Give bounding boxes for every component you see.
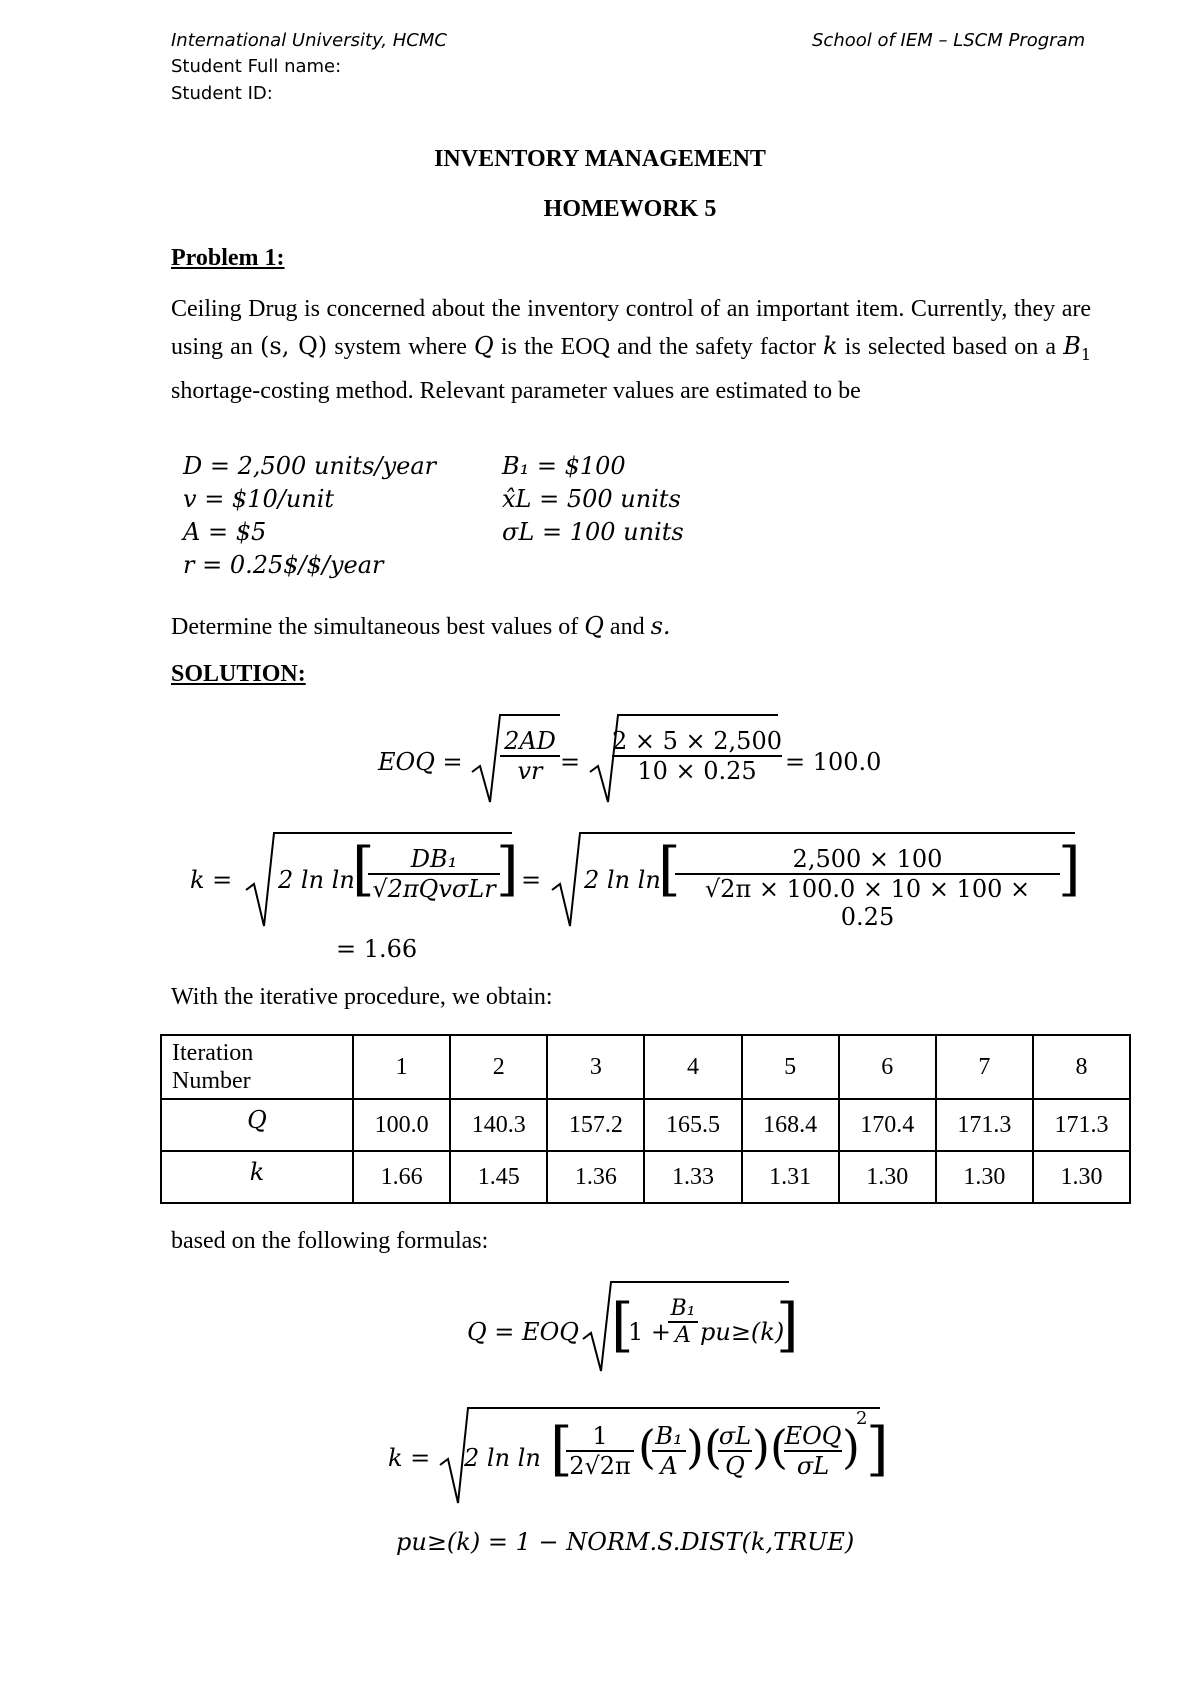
k-cell: 1.30	[1033, 1151, 1130, 1203]
formula-k-frac1	[566, 1422, 634, 1480]
eoq-lhs: EOQ =	[378, 748, 463, 776]
formula-k-frac2	[652, 1422, 686, 1480]
iteration-cell: 6	[839, 1035, 936, 1099]
problem-text-4: is selected based on a	[844, 334, 1057, 360]
formula-k-frac4	[784, 1422, 842, 1480]
Q-cell: 171.3	[1033, 1099, 1130, 1151]
problem-text-1: Ceiling Drug is concerned about the inventory control of an important item. Currently, they are using an	[171, 296, 1091, 360]
problem-text-2: system where	[334, 334, 467, 360]
k-cell: 1.31	[742, 1151, 839, 1203]
k-den-2: √2π × 100.0 × 10 × 100 × 0.25	[704, 875, 1031, 931]
formula-Q-fraction	[668, 1296, 698, 1348]
question-Q: Q	[584, 612, 604, 640]
formula-k-lhs: k =	[388, 1444, 431, 1472]
param-xL: x̂L = 500 units	[502, 485, 681, 513]
paren-close-3: )	[842, 1420, 860, 1474]
k-cell: 1.45	[450, 1151, 547, 1203]
student-id-label: Student ID:	[171, 83, 273, 104]
iteration-table	[160, 1034, 1131, 1204]
B1-math: $B_1$	[1063, 332, 1092, 364]
param-sigmaL: σL = 100 units	[502, 518, 684, 546]
table-row-k	[161, 1151, 1130, 1203]
k-result: = 1.66	[336, 935, 418, 963]
bracket-close-2: ]	[1058, 835, 1081, 903]
Q-cell: 165.5	[644, 1099, 741, 1151]
k-eq: =	[521, 866, 542, 894]
formula-k-f2-num: B₁	[652, 1422, 686, 1452]
eoq-den-2: 10 × 0.25	[637, 757, 757, 785]
iteration-cell: 1	[353, 1035, 450, 1099]
iteration-cell: 5	[742, 1035, 839, 1099]
formula-k-f3-den: Q	[725, 1452, 745, 1480]
paren-open-2: (	[704, 1420, 722, 1474]
iteration-header-cell: Iteration Number	[161, 1035, 353, 1099]
paren-close-2: )	[752, 1420, 770, 1474]
formula-Q-oneplus: 1 +	[628, 1318, 672, 1346]
Q-row-label: Q	[161, 1099, 353, 1151]
school-header: School of IEM – LSCM Program	[812, 30, 1086, 51]
k-row-label: k	[161, 1151, 353, 1203]
iteration-cell: 2	[450, 1035, 547, 1099]
formula-k-f3-num: σL	[718, 1422, 752, 1450]
formula-Q-lhs: Q = EOQ	[467, 1318, 579, 1346]
param-v: v = $10/unit	[183, 485, 335, 513]
param-r: r = 0.25$/$/year	[183, 551, 384, 579]
k-num-2: 2,500 × 100	[675, 845, 1060, 875]
eoq-den-1: vr	[517, 757, 543, 785]
k-cell: 1.36	[547, 1151, 644, 1203]
student-name-label: Student Full name:	[171, 56, 342, 77]
param-B1: B₁ = $100	[502, 452, 626, 480]
k-cell: 1.30	[936, 1151, 1033, 1203]
formula-k-ln: 2 ln ln	[464, 1444, 541, 1472]
eoq-num-2: 2 × 5 × 2,500	[612, 727, 782, 755]
university-header: International University, HCMC	[171, 30, 447, 51]
formula-k-frac3	[718, 1422, 752, 1480]
question-line	[171, 612, 671, 641]
Q-cell: 171.3	[936, 1099, 1033, 1151]
problem-text-5: shortage-costing method. Relevant parameter values are estimated to be	[171, 377, 861, 404]
k-fraction-2	[675, 845, 1060, 931]
eoq-eq: =	[560, 748, 581, 776]
eoq-fraction-1	[500, 727, 560, 785]
bracket-close-Q: ]	[776, 1291, 799, 1359]
bracket-open-Q: [	[611, 1291, 634, 1359]
problem-paragraph	[171, 291, 1091, 410]
formula-p: pu≥(k) = 1 − NORM.S.DIST(k,TRUE)	[396, 1528, 855, 1556]
formula-k-f2-den: A	[660, 1452, 678, 1480]
Q-cell: 168.4	[742, 1099, 839, 1151]
param-D: D = 2,500 units/year	[183, 452, 437, 480]
Q-cell: 140.3	[450, 1099, 547, 1151]
param-A: A = $5	[183, 518, 267, 546]
formula-k-f1-num: 1	[566, 1422, 634, 1452]
paren-open-1: (	[638, 1420, 656, 1474]
formula-k-f4-num: EOQ	[784, 1422, 842, 1450]
problem-text-3: is the EOQ and the safety factor	[500, 334, 816, 360]
eoq-num-1: 2AD	[500, 727, 560, 757]
iteration-cell: 8	[1033, 1035, 1130, 1099]
eoq-fraction-2	[612, 727, 782, 785]
Q-cell: 100.0	[353, 1099, 450, 1151]
k-math: k	[823, 332, 838, 360]
question-and: and	[609, 614, 645, 640]
question-s: s.	[650, 612, 671, 640]
bracket-open-2: [	[658, 835, 681, 903]
table-row-Q	[161, 1099, 1130, 1151]
Q-cell: 170.4	[839, 1099, 936, 1151]
bracket-close-1: ]	[496, 835, 519, 903]
eoq-result: = 100.0	[785, 748, 882, 776]
k-cell: 1.30	[839, 1151, 936, 1203]
formulas-intro: based on the following formulas:	[171, 1228, 489, 1254]
paren-open-3: (	[770, 1420, 788, 1474]
k-cell: 1.33	[644, 1151, 741, 1203]
table-row-iteration	[161, 1035, 1130, 1099]
iteration-cell: 4	[644, 1035, 741, 1099]
formula-Q-den: A	[675, 1323, 691, 1348]
formula-Q-num: B₁	[668, 1296, 698, 1323]
formula-k-power: 2	[856, 1408, 868, 1429]
question-text: Determine the simultaneous best values of	[171, 614, 579, 640]
bracket-open-k: [	[550, 1415, 573, 1483]
formula-k-f4-den: σL	[796, 1452, 830, 1480]
Q-cell: 157.2	[547, 1099, 644, 1151]
k-ln-1: 2 ln ln	[278, 866, 355, 894]
problem-heading: Problem 1:	[171, 245, 285, 271]
k-fraction-1	[368, 845, 500, 903]
document-title: INVENTORY MANAGEMENT	[434, 146, 766, 172]
document-subtitle: HOMEWORK 5	[543, 196, 717, 222]
iteration-intro: With the iterative procedure, we obtain:	[171, 984, 553, 1010]
solution-heading: SOLUTION:	[171, 661, 306, 687]
formula-k-f1-den: 2√2π	[569, 1452, 631, 1480]
k-ln-2: 2 ln ln	[584, 866, 661, 894]
formula-Q-tail: pu≥(k)	[700, 1318, 785, 1346]
Q-math: Q	[474, 332, 494, 360]
k-cell: 1.66	[353, 1151, 450, 1203]
sQ-math: (s, Q)	[260, 332, 328, 360]
paren-close-1: )	[686, 1420, 704, 1474]
iteration-cell: 7	[936, 1035, 1033, 1099]
k-den-1: √2πQvσLr	[372, 875, 496, 903]
bracket-close-k: ]	[866, 1415, 889, 1483]
k-lhs: k =	[190, 866, 233, 894]
k-num-1: DB₁	[368, 845, 500, 875]
iteration-cell: 3	[547, 1035, 644, 1099]
bracket-open-1: [	[352, 835, 375, 903]
